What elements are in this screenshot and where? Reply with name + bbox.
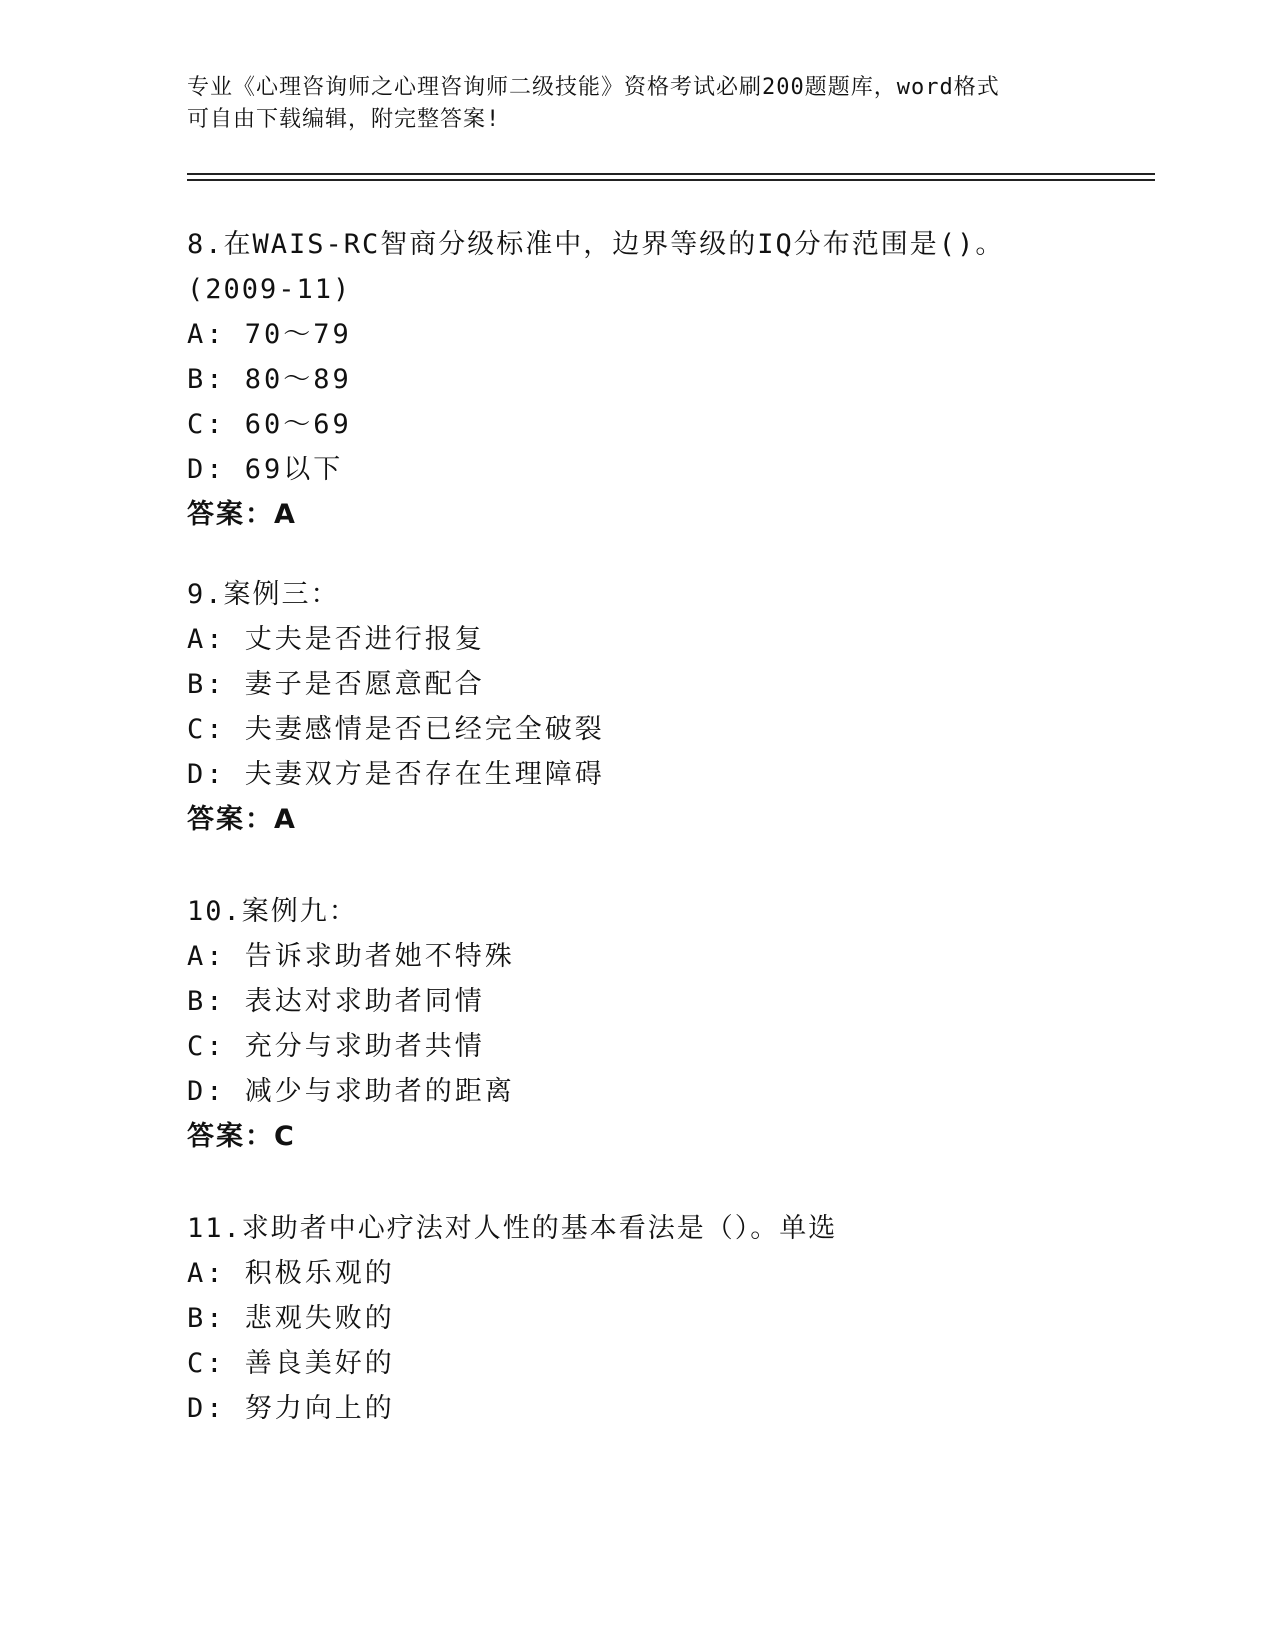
option-b: B: 悲观失败的 <box>187 1303 395 1334</box>
question-11 <box>187 1206 1087 1431</box>
document-header <box>187 72 1087 136</box>
option-a: A: 积极乐观的 <box>187 1258 395 1289</box>
option-d: D: 减少与求助者的距离 <box>187 1076 515 1107</box>
option-a: A: 告诉求助者她不特殊 <box>187 941 515 972</box>
header-divider-bottom <box>187 179 1155 181</box>
answer: 答案：A <box>187 499 297 530</box>
option-c: C: 60～69 <box>187 409 352 440</box>
option-b: B: 表达对求助者同情 <box>187 986 485 1017</box>
option-c: C: 充分与求助者共情 <box>187 1031 485 1062</box>
question-text: 9.案例三： <box>187 579 340 610</box>
option-a: A: 丈夫是否进行报复 <box>187 624 485 655</box>
header-line-2: 可自由下载编辑，附完整答案! <box>187 107 501 132</box>
option-d: D: 努力向上的 <box>187 1393 395 1424</box>
option-a: A: 70～79 <box>187 319 352 350</box>
option-d: D: 69以下 <box>187 454 344 485</box>
option-b: B: 妻子是否愿意配合 <box>187 669 485 700</box>
answer: 答案：A <box>187 804 297 835</box>
question-10 <box>187 889 1087 1159</box>
question-8 <box>187 222 1087 537</box>
option-c: C: 夫妻感情是否已经完全破裂 <box>187 714 605 745</box>
question-text: 8.在WAIS-RC智商分级标准中，边界等级的IQ分布范围是()。(2009-11) <box>187 229 1005 305</box>
answer: 答案：C <box>187 1121 296 1152</box>
option-b: B: 80～89 <box>187 364 352 395</box>
header-divider-top <box>187 173 1155 175</box>
option-d: D: 夫妻双方是否存在生理障碍 <box>187 759 605 790</box>
question-text: 10.案例九： <box>187 896 358 927</box>
header-line-1: 专业《心理咨询师之心理咨询师二级技能》资格考试必刷200题题库，word格式 <box>187 75 1000 100</box>
question-text: 11.求助者中心疗法对人性的基本看法是（）。单选 <box>187 1213 838 1244</box>
question-9 <box>187 572 1087 842</box>
option-c: C: 善良美好的 <box>187 1348 395 1379</box>
